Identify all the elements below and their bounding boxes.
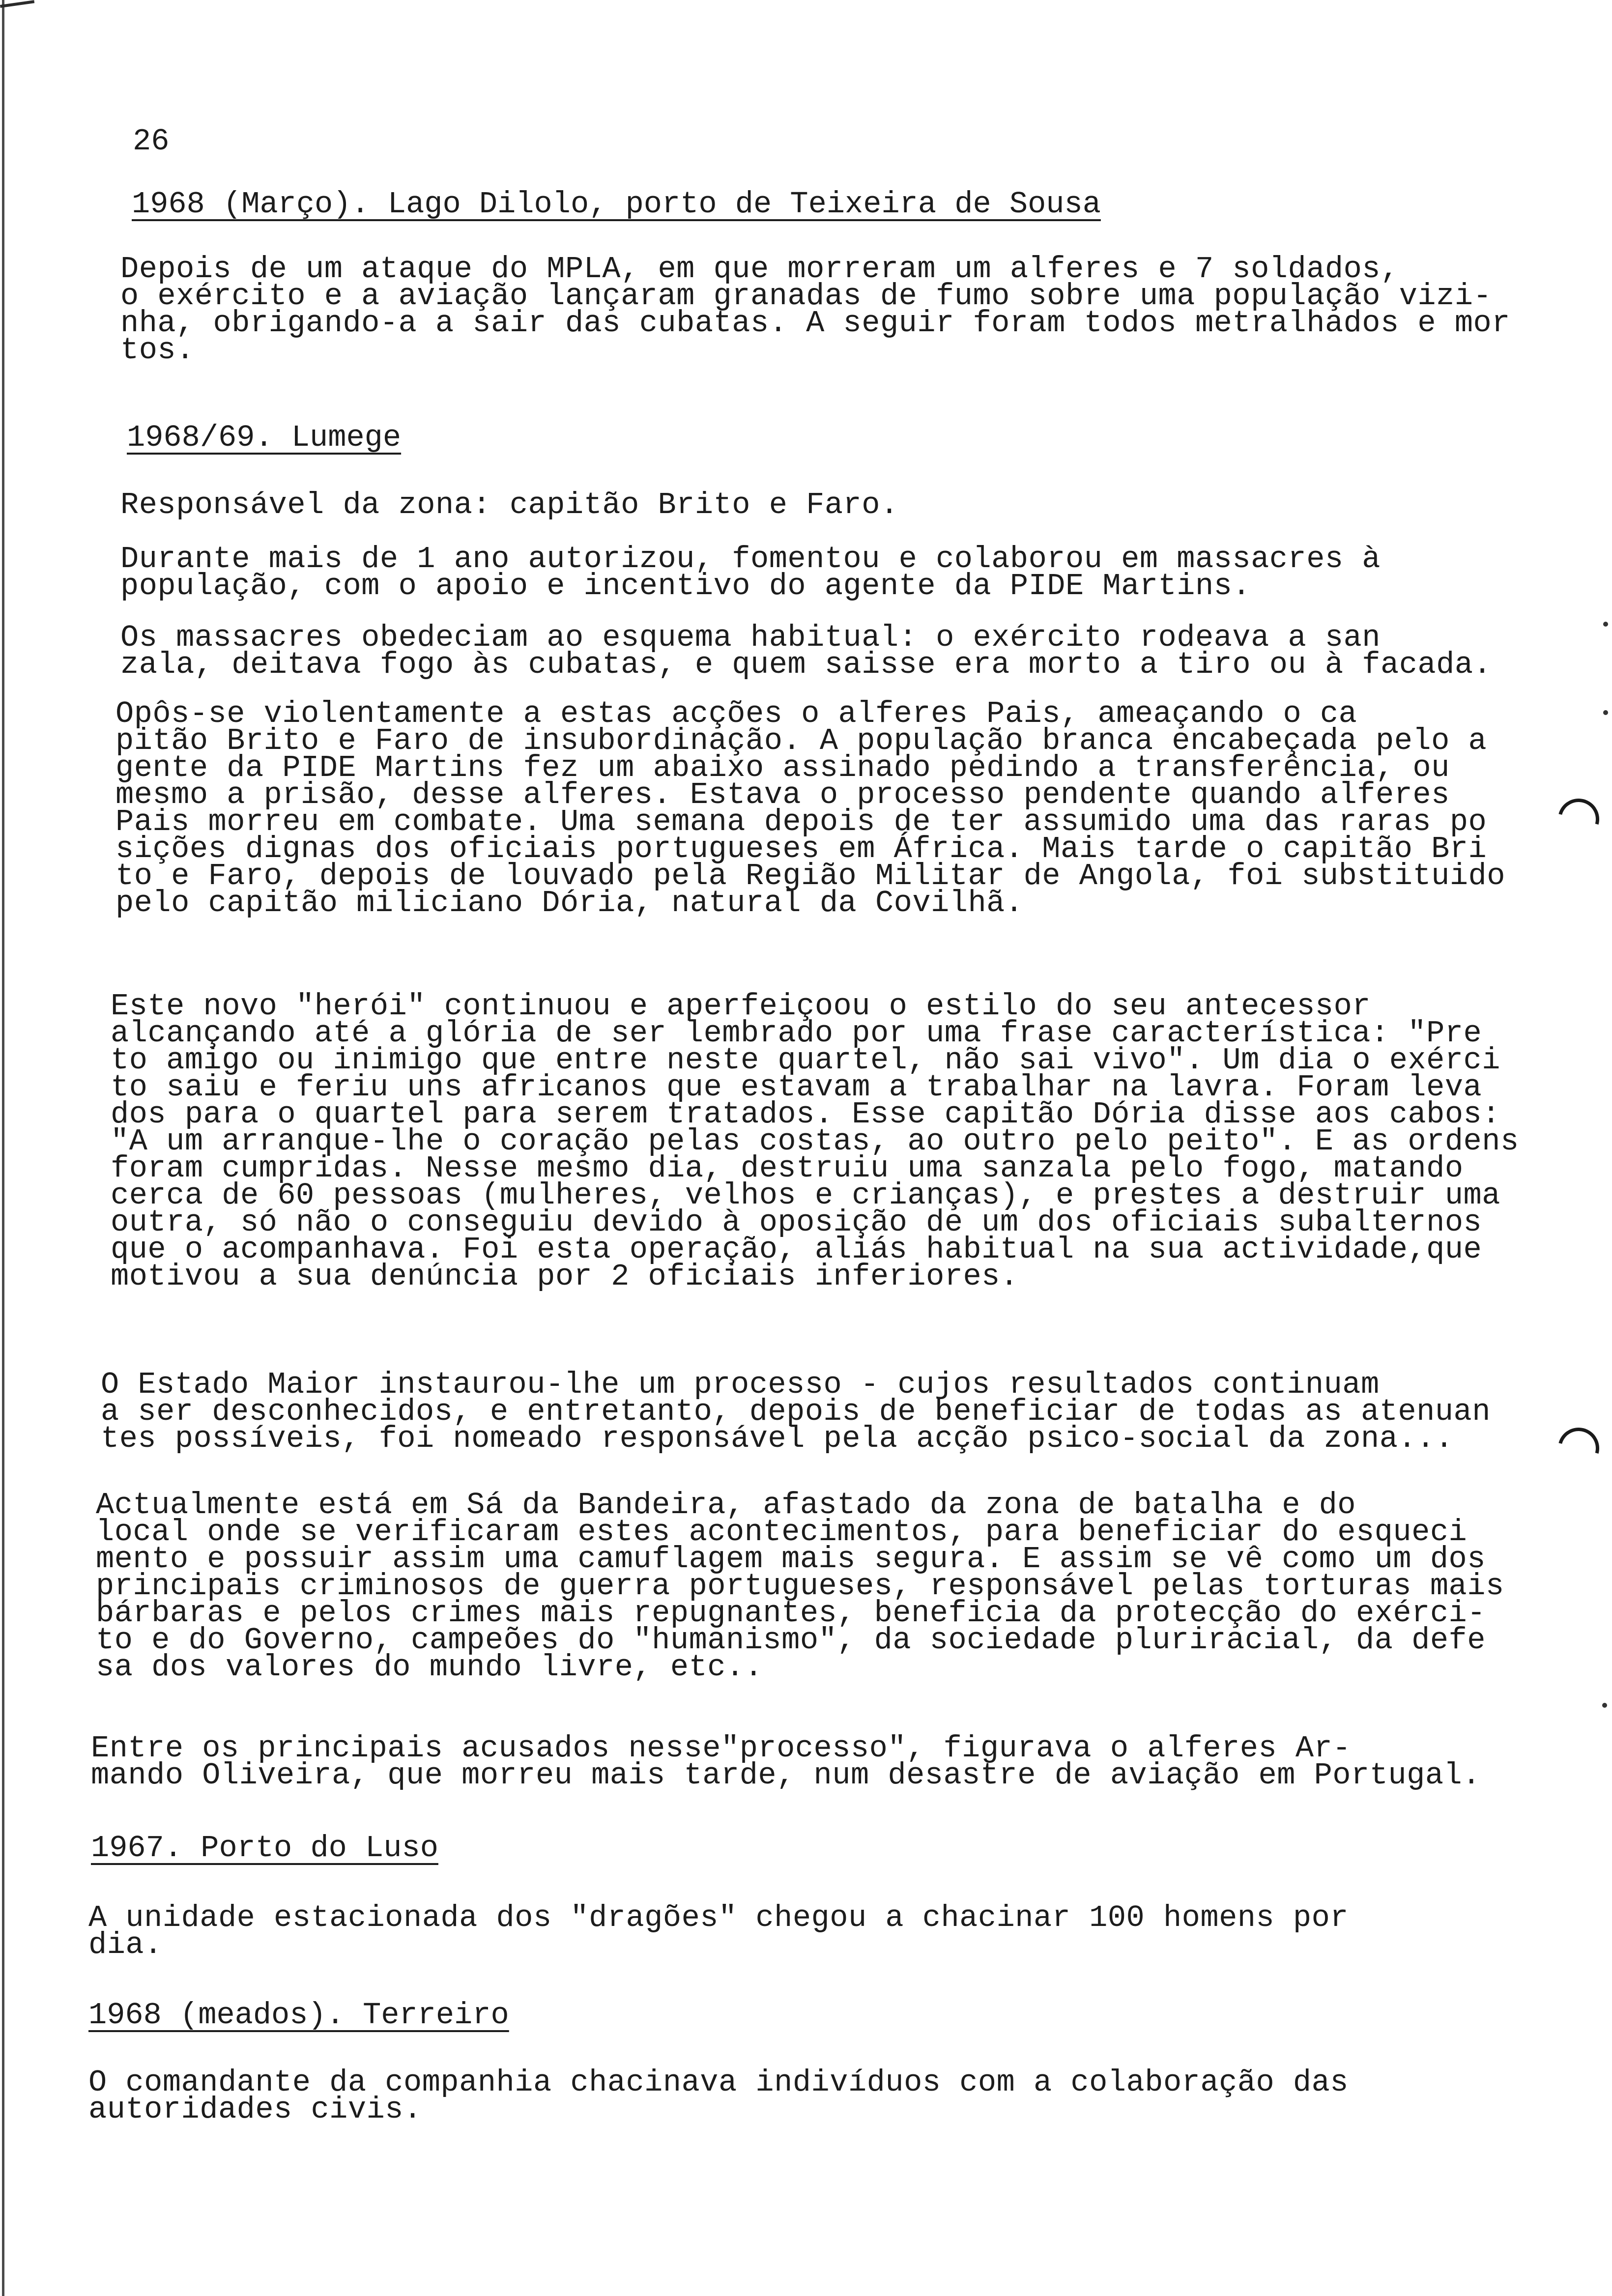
section-heading-porto-do-luso: 1967. Porto do Luso (91, 1831, 438, 1866)
paragraph (120, 542, 1381, 603)
paragraph (111, 989, 1519, 1294)
text-line: população, com o apoio e incentivo do agente da PIDE Martins. (120, 569, 1251, 603)
text-line: Actualmente está em Sá da Bandeira, afastado da zona de batalha e do (96, 1488, 1356, 1522)
section-heading-dilolo: 1968 (Março). Lago Dilolo, porto de Teixeira de Sousa (132, 187, 1101, 222)
paragraph (96, 1488, 1504, 1685)
text-line: sições dignas dos oficiais portugueses em África. Mais tarde o capitão Bri (115, 832, 1487, 866)
text-line: "A um arranque-lhe o coração pelas costas, ao outro pelo peito". E as ordens (111, 1124, 1519, 1159)
text-line: tos. (120, 333, 195, 368)
text-line: alcançando até a glória de ser lembrado por uma frase característica: "Pre (111, 1016, 1482, 1051)
paragraph (115, 696, 1505, 920)
text-line: a ser desconhecidos, e entretanto, depois de beneficiar de todas as atenuan (101, 1394, 1491, 1429)
text-line: local onde se verificaram estes acontecimentos, para beneficiar do esqueci (96, 1515, 1468, 1550)
paragraph (120, 252, 1510, 368)
scan-dot (1602, 1703, 1607, 1708)
paragraph (91, 1731, 1481, 1793)
text-line: principais criminosos de guerra portugueses, responsável pelas torturas mais (96, 1569, 1504, 1604)
paragraph (101, 1367, 1491, 1456)
paragraph (88, 2065, 1349, 2127)
text-line: pitão Brito e Faro de insubordinação. A população branca encabeçada pelo a (115, 723, 1487, 758)
page-number: 26 (133, 124, 170, 159)
text-line: O Estado Maior instaurou-lhe um processo - cujos resultados continuam (101, 1367, 1380, 1402)
text-line: pelo capitão miliciano Dória, natural da Covilhã. (115, 886, 1024, 920)
text-line: foram cumpridas. Nesse mesmo dia, destruiu uma sanzala pelo fogo, matando (111, 1151, 1464, 1186)
text-line: tes possíveis, foi nomeado responsável pela acção psico-social da zona... (101, 1421, 1454, 1456)
text-line: Depois de um ataque do MPLA, em que morreram um alferes e 7 soldados, (120, 252, 1399, 287)
text-line: bárbaras e pelos crimes mais repugnantes, beneficia da protecção do exérci- (96, 1596, 1486, 1631)
page-corner-scan-mark (0, 0, 34, 8)
section-heading-lumege: 1968/69. Lumege (127, 420, 402, 455)
text-line: Pais morreu em combate. Uma semana depois de ter assumido uma das raras po (115, 804, 1487, 839)
text-line: o exército e a aviação lançaram granadas de fumo sobre uma população vizi- (120, 279, 1492, 314)
section-heading-terreiro: 1968 (meados). Terreiro (88, 1998, 509, 2033)
text-line: nha, obrigando-a a sair das cubatas. A seguir foram todos metralhados e mor (120, 306, 1510, 341)
text-line: zala, deitava fogo às cubatas, e quem saisse era morto a tiro ou à facada. (120, 647, 1492, 682)
text-line: dos para o quartel para serem tratados. Esse capitão Dória disse aos cabos: (111, 1097, 1500, 1132)
text-line: dia. (88, 1927, 163, 1962)
paragraph (88, 1900, 1349, 1962)
text-line: outra, só não o conseguiu devido à oposição de um dos oficiais subalternos (111, 1205, 1482, 1240)
text-line: mento e possuir assim uma camuflagem mais segura. E assim se vê como um dos (96, 1542, 1486, 1577)
punch-hole-mark (1551, 1420, 1607, 1477)
text-line: to e Faro, depois de louvado pela Região Militar de Angola, foi substituido (115, 859, 1505, 893)
text-line: to saiu e feriu uns africanos que estavam a trabalhar na lavra. Foram leva (111, 1070, 1482, 1105)
paragraph (120, 620, 1492, 682)
text-line: autoridades civis. (88, 2092, 422, 2127)
page-edge-scan-line (2, 0, 4, 2296)
text-line: mando Oliveira, que morreu mais tarde, num desastre de aviação em Portugal. (91, 1758, 1481, 1793)
text-line: A unidade estacionada dos "dragões" chegou a chacinar 100 homens por (88, 1900, 1349, 1935)
text-line: Entre os principais acusados nesse"processo", figurava o alferes Ar- (91, 1731, 1352, 1766)
text-line: motivou a sua denúncia por 2 oficiais inferiores. (111, 1259, 1019, 1294)
text-line: Durante mais de 1 ano autorizou, fomentou e colaborou em massacres à (120, 542, 1381, 576)
punch-hole-mark (1551, 791, 1607, 848)
text-line: Os massacres obedeciam ao esquema habitual: o exército rodeava a san (120, 620, 1381, 655)
text-line: Este novo "herói" continuou e aperfeiçoou o estilo do seu antecessor (111, 989, 1371, 1024)
text-line: to amigo ou inimigo que entre neste quartel, não sai vivo". Um dia o exérci (111, 1043, 1500, 1078)
paragraph (120, 488, 899, 522)
text-line: sa dos valores do mundo livre, etc.. (96, 1650, 763, 1685)
text-line: O comandante da companhia chacinava indivíduos com a colaboração das (88, 2065, 1349, 2100)
text-line: cerca de 60 pessoas (mulheres, velhos e crianças), e prestes a destruir uma (111, 1178, 1500, 1213)
text-line: Opôs-se violentamente a estas acções o alferes Pais, ameaçando o ca (115, 696, 1357, 731)
scan-dot (1603, 710, 1608, 715)
scan-dot (1603, 622, 1608, 627)
text-line: mesmo a prisão, desse alferes. Estava o processo pendente quando alferes (115, 777, 1450, 812)
text-line: que o acompanhava. Foi esta operação, aliás habitual na sua actividade,que (111, 1232, 1482, 1267)
text-line: gente da PIDE Martins fez um abaixo assinado pedindo a transferência, ou (115, 750, 1450, 785)
text-line: to e do Governo, campeões do "humanismo", da sociedade pluriracial, da defe (96, 1623, 1486, 1658)
text-line: Responsável da zona: capitão Brito e Faro. (120, 488, 899, 522)
